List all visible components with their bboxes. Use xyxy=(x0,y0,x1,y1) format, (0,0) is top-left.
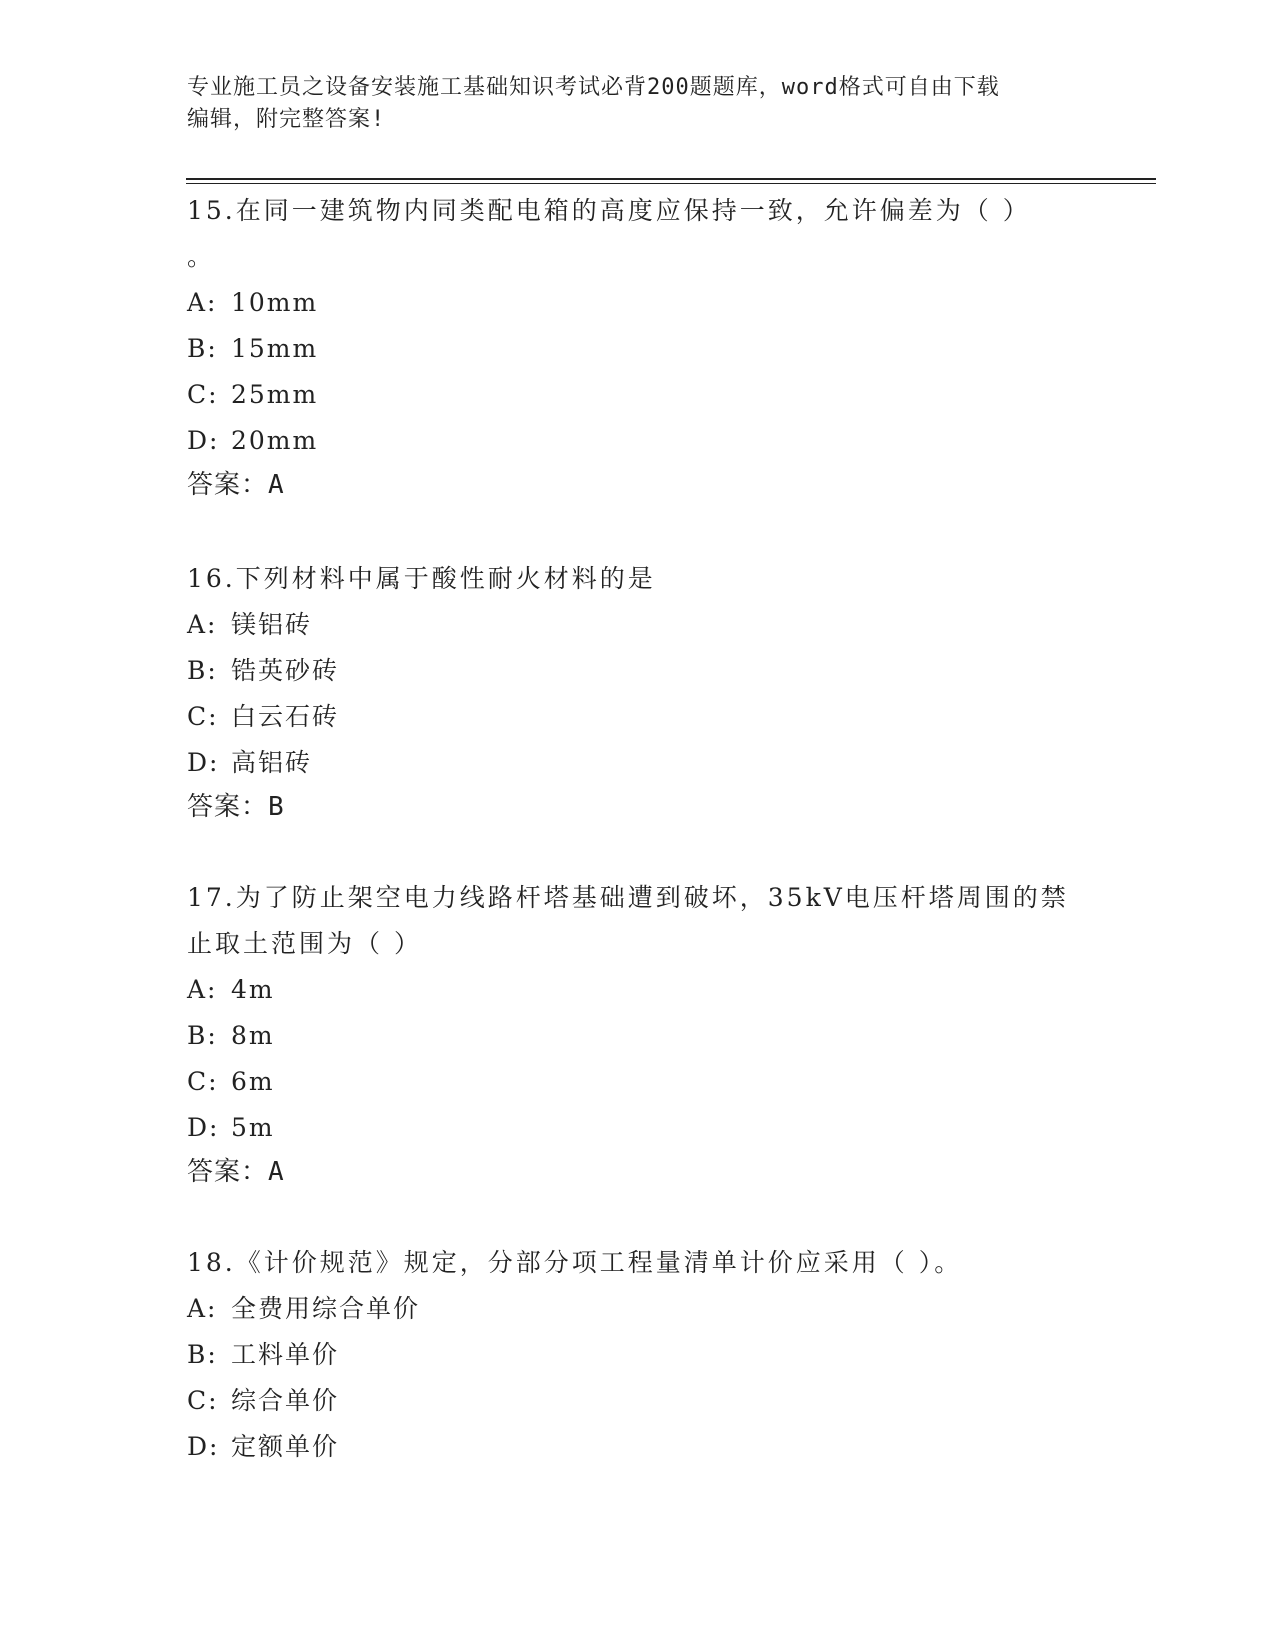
option-b xyxy=(187,648,1087,694)
option-text: 综合单价 xyxy=(231,1386,340,1415)
option-label: C: xyxy=(187,1386,219,1415)
document-header xyxy=(187,72,1067,136)
option-c xyxy=(187,694,1087,740)
question-18 xyxy=(187,1240,1087,1470)
option-label: D: xyxy=(187,748,220,777)
header-line-1: 专业施工员之设备安装施工基础知识考试必背200题题库，word格式可自由下载 xyxy=(187,75,1000,100)
header-divider-thick xyxy=(186,178,1156,180)
option-label: B: xyxy=(187,1340,218,1369)
option-label: A: xyxy=(187,975,218,1004)
option-b xyxy=(187,326,1087,372)
option-b xyxy=(187,1013,1087,1059)
question-16 xyxy=(187,556,1087,828)
option-text: 5m xyxy=(231,1113,275,1142)
question-stem-line: 16.下列材料中属于酸性耐火材料的是 xyxy=(187,564,656,593)
header-divider-thin xyxy=(186,183,1156,184)
question-stem-line: 。 xyxy=(187,242,216,271)
option-text: 定额单价 xyxy=(231,1432,340,1461)
question-stem-line: 15.在同一建筑物内同类配电箱的高度应保持一致，允许偏差为（ ） xyxy=(187,196,1031,225)
option-label: C: xyxy=(187,1067,219,1096)
option-a xyxy=(187,1286,1087,1332)
option-text: 4m xyxy=(231,975,275,1004)
question-15 xyxy=(187,188,1087,506)
option-text: 15mm xyxy=(231,334,319,363)
header-line-2: 编辑，附完整答案! xyxy=(187,107,386,132)
question-stem xyxy=(187,875,1087,967)
option-label: B: xyxy=(187,334,218,363)
option-a xyxy=(187,967,1087,1013)
option-label: A: xyxy=(187,1294,218,1323)
option-text: 25mm xyxy=(231,380,319,409)
option-label: C: xyxy=(187,380,219,409)
option-text: 镁铝砖 xyxy=(231,610,313,639)
question-stem-line: 17.为了防止架空电力线路杆塔基础遭到破坏，35kV电压杆塔周围的禁 xyxy=(187,883,1069,912)
answer: 答案：A xyxy=(187,1157,285,1187)
question-stem-line: 18.《计价规范》规定，分部分项工程量清单计价应采用（ ）。 xyxy=(187,1248,963,1277)
option-text: 锆英砂砖 xyxy=(231,656,340,685)
option-text: 20mm xyxy=(231,426,319,455)
option-d xyxy=(187,740,1087,786)
option-label: C: xyxy=(187,702,219,731)
option-c xyxy=(187,1059,1087,1105)
option-text: 工料单价 xyxy=(231,1340,340,1369)
question-17 xyxy=(187,875,1087,1193)
option-c xyxy=(187,372,1087,418)
option-label: B: xyxy=(187,1021,218,1050)
option-text: 10mm xyxy=(231,288,319,317)
option-text: 8m xyxy=(231,1021,275,1050)
option-d xyxy=(187,1424,1087,1470)
question-stem xyxy=(187,1240,1087,1286)
option-label: A: xyxy=(187,610,218,639)
option-c xyxy=(187,1378,1087,1424)
answer: 答案：A xyxy=(187,470,285,500)
option-label: D: xyxy=(187,1113,220,1142)
question-stem-line: 止取土范围为（ ） xyxy=(187,929,422,958)
option-d xyxy=(187,418,1087,464)
option-text: 高铝砖 xyxy=(231,748,313,777)
answer: 答案：B xyxy=(187,792,285,822)
option-text: 白云石砖 xyxy=(231,702,340,731)
option-label: A: xyxy=(187,288,218,317)
option-a xyxy=(187,280,1087,326)
option-text: 全费用综合单价 xyxy=(231,1294,421,1323)
option-d xyxy=(187,1105,1087,1151)
option-label: D: xyxy=(187,426,220,455)
option-a xyxy=(187,602,1087,648)
question-stem xyxy=(187,188,1087,280)
question-stem xyxy=(187,556,1087,602)
option-label: D: xyxy=(187,1432,220,1461)
option-label: B: xyxy=(187,656,218,685)
option-b xyxy=(187,1332,1087,1378)
option-text: 6m xyxy=(231,1067,275,1096)
